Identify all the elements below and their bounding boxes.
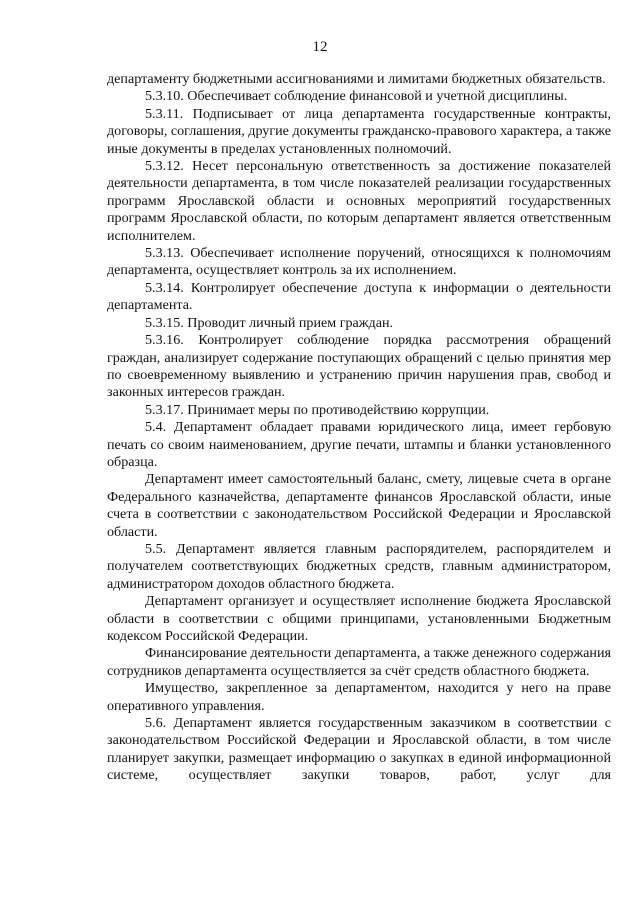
paragraph-5-4: 5.4. Департамент обладает правами юридического лица, имеет гербовую печать со своим наименованием, другие печати, штампы и бланки установленного образца. bbox=[107, 419, 611, 470]
paragraph-balance: Департамент имеет самостоятельный баланс, смету, лицевые счета в органе Федерального казначейства, департаменте финансов Ярославской области, иные счета в соответствии с законодательством Российской Федерации и Ярославской области. bbox=[107, 471, 611, 540]
paragraph-budget-execution: Департамент организует и осуществляет исполнение бюджета Ярославской области в соответствии с общими принципами, установленными Бюджетным кодексом Российской Федерации. bbox=[107, 593, 611, 644]
paragraph-5-3-11: 5.3.11. Подписывает от лица департамента государственные контракты, договоры, соглашения, другие документы гражданско-правового характера, а также иные документы в пределах установленных полномочий. bbox=[107, 105, 611, 157]
paragraph-5-3-13: 5.3.13. Обеспечивает исполнение поручений, относящихся к полномочиям департамента, осуществляет контроль за их исполнением. bbox=[107, 245, 611, 279]
paragraph-5-3-16: 5.3.16. Контролирует соблюдение порядка рассмотрения обращений граждан, анализирует содержание поступающих обращений с целью принятия мер по своевременному выявлению и устранению причин нарушения прав, свобод и законных интересов граждан. bbox=[107, 332, 611, 401]
paragraph-5-3-15: 5.3.15. Проводит личный прием граждан. bbox=[145, 314, 394, 331]
paragraph-5-5: 5.5. Департамент является главным распорядителем, распорядителем и получателем соответствующих бюджетных средств, главным администратором, администратором доходов областного бюджета. bbox=[107, 540, 611, 592]
paragraph-5-3-10: 5.3.10. Обеспечивает соблюдение финансовой и учетной дисциплины. bbox=[145, 88, 568, 105]
paragraph-5-6: 5.6. Департамент является государственным заказчиком в соответствии с законодательством Российской Федерации и Ярославской области, в том числе планирует закупки, размещает информацию о закупках в единой информационной системе, осуществляет закупки товаров, работ, услуг для bbox=[107, 715, 611, 784]
paragraph-5-3-14: 5.3.14. Контролирует обеспечение доступа к информации о деятельности департамента. bbox=[107, 279, 611, 314]
paragraph-property: Имущество, закрепленное за департаментом, находится у него на праве оперативного управления. bbox=[107, 680, 611, 714]
document-body bbox=[107, 71, 611, 785]
page-number: 12 bbox=[312, 39, 328, 55]
paragraph-5-3-17: 5.3.17. Принимает меры по противодействию коррупции. bbox=[145, 401, 490, 418]
paragraph-financing: Финансирование деятельности департамента, а также денежного содержания сотрудников департамента осуществляется за счёт средств областного бюджета. bbox=[107, 645, 611, 679]
paragraph-5-3-12: 5.3.12. Несет персональную ответственность за достижение показателей деятельности департамента, в том числе показателей реализации государственных программ Ярославской области и основных мероприятий государственных программ Ярославской области, по которым департамент является ответственным исполнителем. bbox=[107, 158, 611, 244]
paragraph-continuation: департаменту бюджетными ассигнованиями и лимитами бюджетных обязательств. bbox=[107, 71, 606, 87]
